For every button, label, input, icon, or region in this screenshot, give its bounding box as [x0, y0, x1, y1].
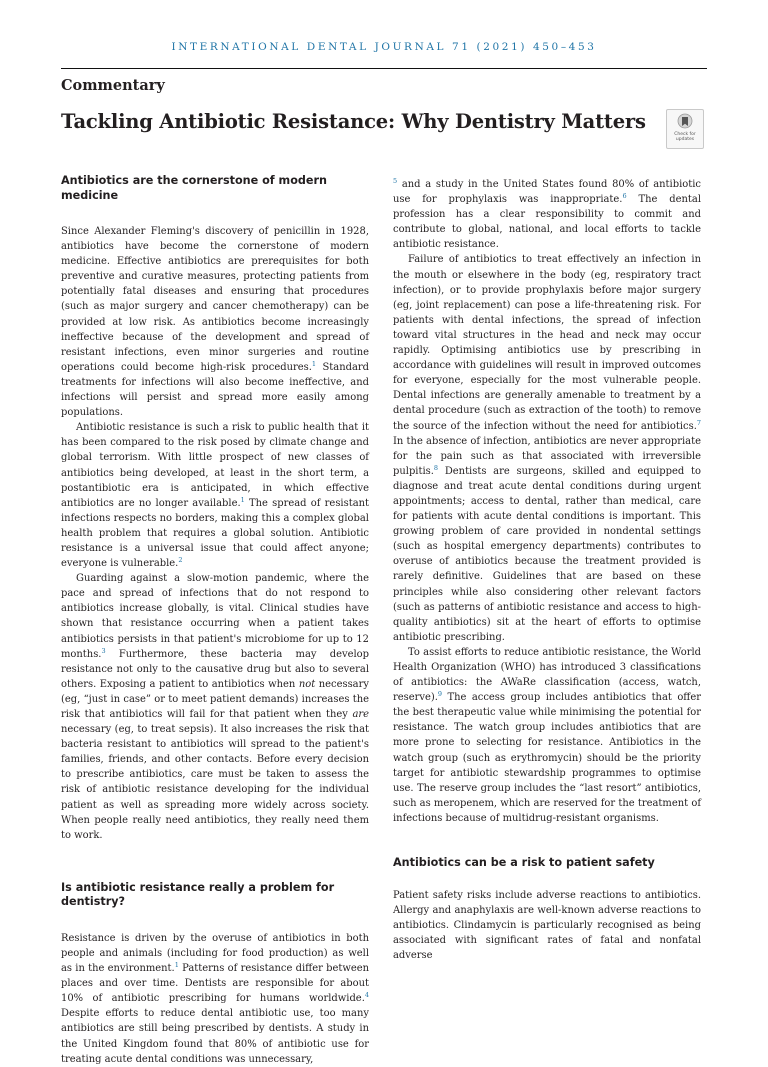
section-heading-cornerstone: Antibiotics are the cornerstone of modern medicine [61, 174, 327, 202]
reference-link[interactable]: 1 [174, 961, 179, 970]
paragraph: Since Alexander Fleming's discovery of penicillin in 1928, antibiotics have become the cornerstone of modern medicine. Effective antibiotics are prerequisites for both preventive and curative measures, protecting patients from potentially fatal diseases and ensuring that procedures (such as major surgery and cancer chemotherapy) can be provided at low risk. As antibiotics become increasingly ineffective because of the development and spread of resistant infections, even minor surgeries and routine operations could become high-risk procedures.$^1$ Standard treatments for infections will also become ineffective, and infections will persist and spread more easily among populations. [61, 226, 370, 419]
reference-link[interactable]: 1 [311, 359, 317, 368]
reference-link[interactable]: 9 [437, 690, 443, 699]
paragraph-continued: $^5$ and a study in the United States found 80% of antibiotic use for prophylaxis was inappropriate.$^6$ The dental profession has a clear responsibility to commit and contribute to global, national, and local efforts to tackle antibiotic resistance. [393, 177, 701, 251]
right-column [393, 177, 701, 963]
reference-link[interactable]: 4 [364, 991, 369, 1000]
reference-link[interactable]: 6 [622, 192, 627, 201]
reference-link[interactable]: 7 [696, 418, 701, 427]
left-column [61, 174, 369, 1067]
bookmark-ribbon-icon [677, 113, 693, 131]
article-title: Tackling Antibiotic Resistance: Why Dentistry Matters [61, 110, 646, 133]
paragraph: Patient safety risks include adverse reactions to antibiotics. Allergy and anaphylaxis are well-known adverse reactions to antibiotics. Clindamycin is particularly recognised as being associated with significant rates of fatal and nonfatal adverse [393, 889, 701, 961]
badge-label: Check for updates [674, 132, 696, 142]
paragraph: Guarding against a slow-motion pandemic, where the pace and spread of infections that do not respond to antibiotics increase globally, is vital. Clinical studies have shown that resistance occurring when a patient takes antibiotics persists in that patient's microbiome for up to 12 months.$^3$ Furthermore, these bacteria may develop resistance not only to the causative drug but also to several others. Exposing a patient to antibiotics when not necessary (eg, “just in case” or to meet patient demands) increases the risk that antibiotics will fail for that patient when they are necessary (eg, to treat sepsis). It also increases the risk that bacteria resistant to antibiotics will spread to the patient's families, friends, and other contacts. Before every decision to prescribe antibiotics, care must be taken to assess the risk of antibiotic resistance developing for the individual patient as well as spreading more widely across society. When people really need antibiotics, they really need them to work. [61, 573, 369, 841]
reference-link[interactable]: 8 [433, 463, 439, 472]
paragraph: Resistance is driven by the overuse of antibiotics in both people and animals (including for food production) as well as in the environment.$^1$ Patterns of resistance differ between places and over time. Dentists are responsible for about 10% of antibiotic prescribing for humans worldwide.$^4$ Despite efforts to reduce dental antibiotic use, too many antibiotics are still being prescribed by dentists. A study in the United Kingdom found that 80% of antibiotic use for treating acute dental conditions was unnecessary, [61, 932, 369, 1065]
paragraph: Failure of antibiotics to treat effectively an infection in the mouth or elsewhere in the body (eg, respiratory tract infection), or to provide prophylaxis before major surgery (eg, joint replacement) can pose a life-threatening risk. For patients with dental infections, the spread of infection toward vital structures in the head and neck may occur rapidly. Optimising antibiotics use by prescribing in accordance with guidelines will result in improved outcomes for everyone, especially for the most vulnerable people. Dental infections are generally amenable to treatment by a dental procedure (such as extraction of the tooth) to remove the source of the infection without the need for antibiotics.$^7$ In the absence of infection, antibiotics are never appropriate for the pain such as that associated with irreversible pulpitis.$^8$ Dentists are surgeons, skilled and equipped to diagnose and treat acute dental conditions during urgent appointments; access to dental, rather than medical, care for patients with acute dental conditions is important. This growing problem of care provided in nondental settings (such as hospital emergency departments) contributes to overuse of antibiotics because the treatment provided is rarely definitive. Guidelines that are based on these principles while also considering other relevant factors (such as patterns of antibiotic resistance and access to high-quality antibiotics) sit at the heart of efforts to optimise antibiotic prescribing. [393, 254, 701, 643]
paragraph: Antibiotic resistance is such a risk to public health that it has been compared to the risk posed by climate change and global terrorism. With little prospect of new classes of antibiotics being developed, at least in the short term, a postantibiotic era is anticipated, in which effective antibiotics are no longer available.$^1$ The spread of resistant infections respects no borders, making this a complex global health problem that requires a global solution. Antibiotic resistance is a universal issue that could affect anyone; everyone is vulnerable.$^2$ [61, 422, 370, 570]
section-heading-patient-safety: Antibiotics can be a risk to patient safety [393, 856, 655, 870]
journal-running-header: INTERNATIONAL DENTAL JOURNAL 71 (2021) 450–453 [171, 41, 597, 53]
reference-link[interactable]: 3 [101, 646, 106, 655]
article-type-label: Commentary [61, 77, 165, 94]
paragraph: To assist efforts to reduce antibiotic resistance, the World Health Organization (WHO) has introduced 3 classifications of antibiotics: the AWaRe classification (access, watch, reserve).$^9$ The access group includes antibiotics that offer the best therapeutic value while minimising the potential for resistance. The watch group includes antibiotics that are more prone to selecting for resistance. Antibiotics in the watch group (such as erythromycin) should be the priority target for antibiotic stewardship programmes to optimise use. The reserve group includes the “last resort” antibiotics, such as meropenem, which are reserved for the treatment of infections because of multidrug-resistant organisms. [393, 646, 701, 824]
header-rule [61, 68, 707, 69]
reference-link[interactable]: 5 [393, 177, 398, 185]
reference-link[interactable]: 1 [240, 495, 245, 504]
reference-link[interactable]: 2 [178, 556, 183, 565]
check-for-updates-badge[interactable] [666, 109, 704, 149]
section-heading-dentistry-problem: Is antibiotic resistance really a problem for dentistry? [61, 880, 335, 909]
